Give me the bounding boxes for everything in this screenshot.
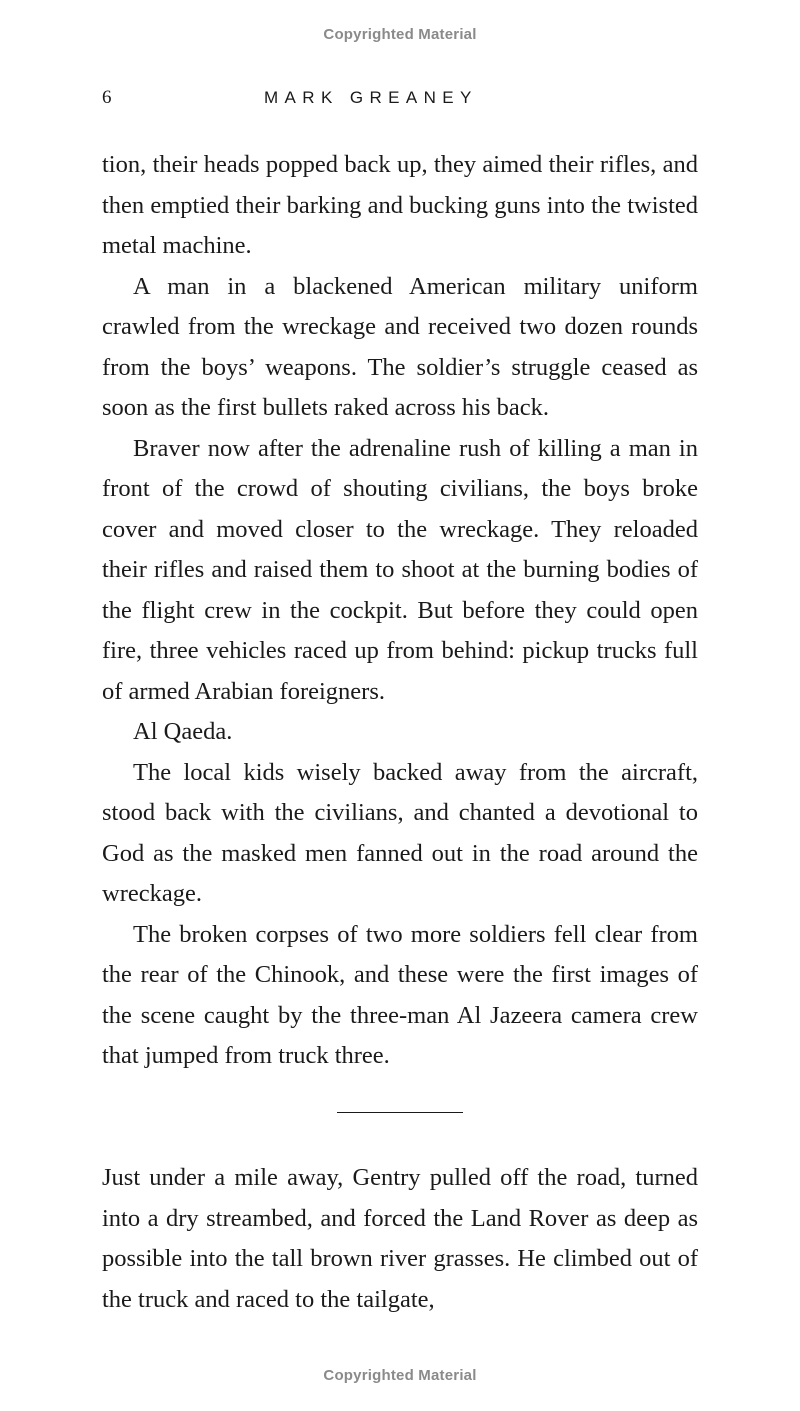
scene-break-rule bbox=[337, 1112, 463, 1113]
copyright-watermark-top: Copyrighted Material bbox=[323, 26, 477, 43]
paragraph: Just under a mile away, Gentry pulled off the road, turned into a dry streambed, and forced the Land Rover as deep as possible into the tall brown river grasses. He climbed out of the truck and raced to the tailgate, bbox=[102, 1164, 698, 1313]
paragraph: A man in a blackened American military uniform crawled from the wreckage and received two dozen rounds from the boys’ weapons. The soldier’s struggle ceased as soon as the first bullets raked across his back. bbox=[102, 272, 698, 421]
page-number: 6 bbox=[102, 87, 112, 108]
paragraph: Al Qaeda. bbox=[133, 718, 233, 745]
running-head bbox=[102, 86, 698, 110]
paragraph: The broken corpses of two more soldiers fell clear from the rear of the Chinook, and these were the first images of the scene caught by the three-man Al Jazeera camera crew that jumped from truck three. bbox=[102, 920, 698, 1069]
paragraph: Braver now after the adrenaline rush of killing a man in front of the crowd of shouting civilians, the boys broke cover and moved closer to the wreckage. They reloaded their rifles and raised them to shoot at the burning bodies of the flight crew in the cockpit. But before they could open fire, three vehicles raced up from behind: pickup trucks full of armed Arabian foreigners. bbox=[102, 434, 698, 705]
copyright-watermark-bottom: Copyrighted Material bbox=[323, 1367, 477, 1384]
paragraph-continued: tion, their heads popped back up, they aimed their rifles, and then emptied their barking and bucking guns into the twisted metal machine. bbox=[102, 151, 698, 259]
body-text-section-2 bbox=[102, 1158, 698, 1320]
paragraph: The local kids wisely backed away from the aircraft, stood back with the civilians, and chanted a devotional to God as the masked men fanned out in the road around the wreckage. bbox=[102, 758, 698, 907]
body-text-section-1 bbox=[102, 145, 698, 1077]
author-name-header: MARK GREANEY bbox=[264, 88, 478, 107]
